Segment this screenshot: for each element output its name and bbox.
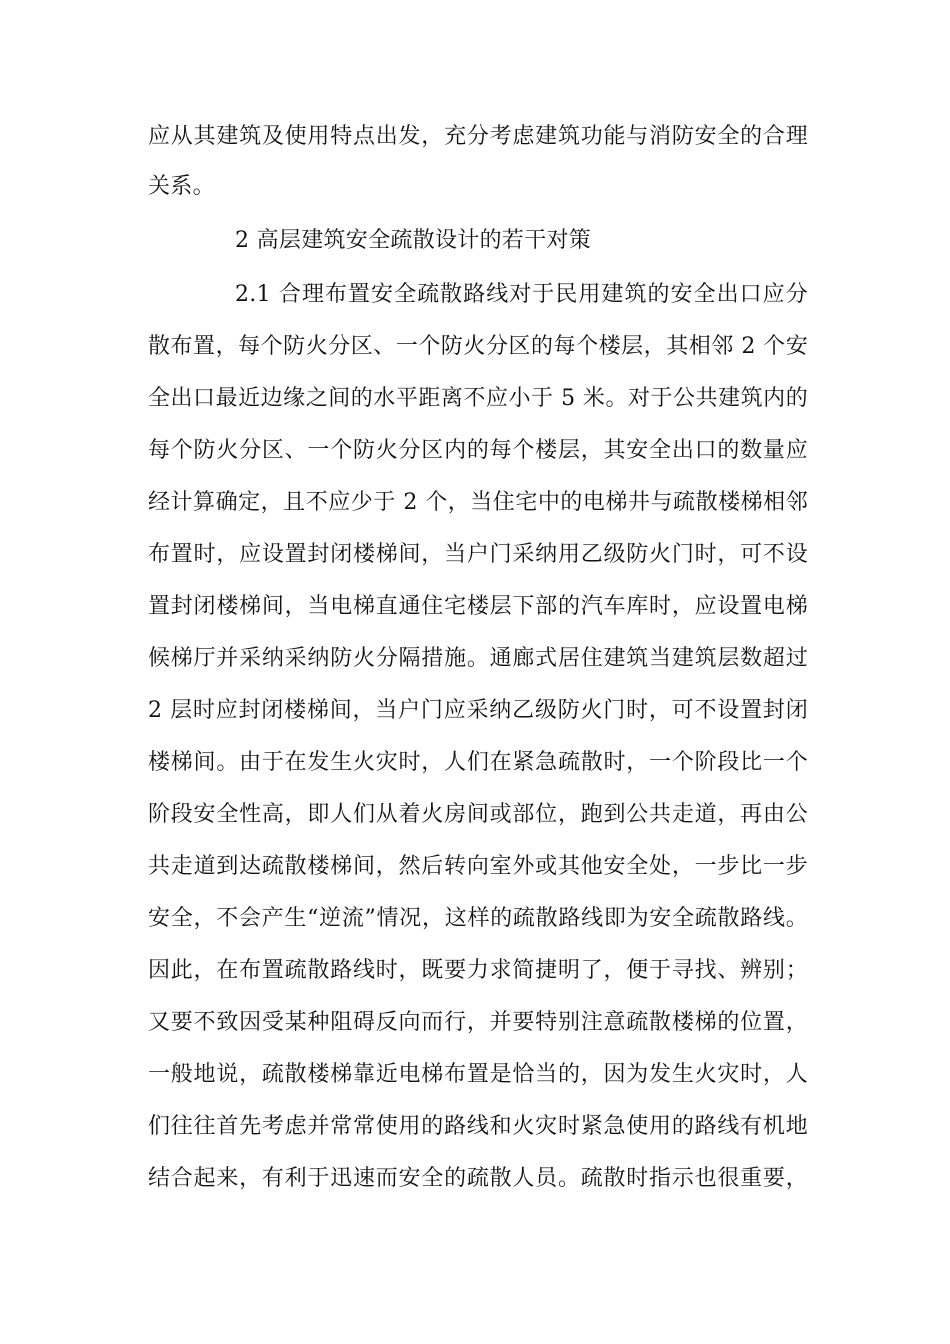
text-line: 们往往首先考虑并常常使用的路线和火灾时紧急使用的路线有机地	[148, 1114, 808, 1139]
text-line: 散布置，每个防火分区、一个防火分区的每个楼层，其相邻 2 个安	[148, 334, 808, 359]
text-line: 置封闭楼梯间，当电梯直通住宅楼层下部的汽车库时，应设置电梯	[148, 594, 808, 619]
section-heading: 2 高层建筑安全疏散设计的若干对策	[235, 228, 592, 253]
text-line: 关系。	[148, 174, 215, 199]
text-line: 楼梯间。由于在发生火灾时，人们在紧急疏散时，一个阶段比一个	[148, 750, 808, 775]
text-line: 阶段安全性高，即人们从着火房间或部位，跑到公共走道，再由公	[148, 802, 808, 827]
text-line: 共走道到达疏散楼梯间，然后转向室外或其他安全处，一步比一步	[148, 854, 808, 879]
text-line: 全出口最近边缘之间的水平距离不应小于 5 米。对于公共建筑内的	[148, 386, 808, 411]
text-line: 每个防火分区、一个防火分区内的每个楼层，其安全出口的数量应	[148, 438, 808, 463]
text-line: 2 层时应封闭楼梯间，当户门应采纳乙级防火门时，可不设置封闭	[148, 698, 808, 723]
text-line: 又要不致因受某种阻碍反向而行，并要特别注意疏散楼梯的位置，	[148, 1010, 808, 1035]
subsection-heading-line: 2.1 合理布置安全疏散路线对于民用建筑的安全出口应分	[235, 282, 808, 307]
text-line: 因此，在布置疏散路线时，既要力求简捷明了，便于寻找、辨别；	[148, 958, 808, 983]
text-line: 安全，不会产生“逆流”情况，这样的疏散路线即为安全疏散路线。	[148, 906, 808, 931]
text-line: 结合起来，有利于迅速而安全的疏散人员。疏散时指示也很重要，	[148, 1166, 808, 1191]
text-line: 布置时，应设置封闭楼梯间，当户门采纳用乙级防火门时，可不设	[148, 542, 808, 567]
text-line: 候梯厅并采纳采纳防火分隔措施。通廊式居住建筑当建筑层数超过	[148, 646, 808, 671]
text-line: 经计算确定，且不应少于 2 个，当住宅中的电梯井与疏散楼梯相邻	[148, 490, 808, 515]
text-line: 应从其建筑及使用特点出发，充分考虑建筑功能与消防安全的合理	[148, 124, 808, 149]
text-line: 一般地说，疏散楼梯靠近电梯布置是恰当的，因为发生火灾时，人	[148, 1062, 808, 1087]
